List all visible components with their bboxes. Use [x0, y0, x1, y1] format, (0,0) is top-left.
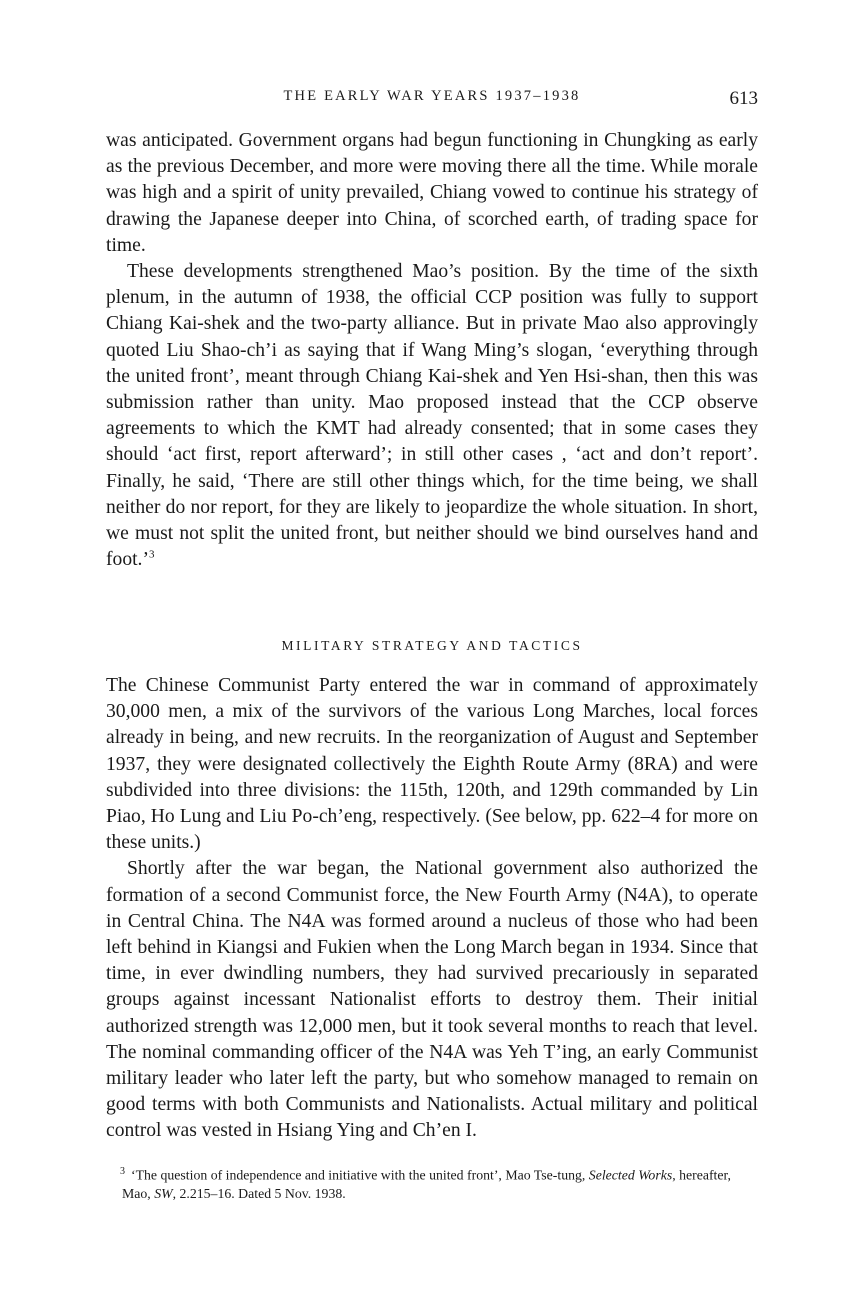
footnote-title: Selected Works — [588, 1167, 673, 1183]
paragraph-2 — [106, 259, 758, 573]
footnote-text-a: ‘The question of independence and initiative with the united front’, Mao Tse-tung, — [131, 1167, 586, 1183]
footnote-line — [106, 1163, 758, 1204]
footnote-text-c: , 2.215–16. Dated 5 Nov. 1938. — [172, 1186, 346, 1202]
footnote-reference: 3 — [149, 548, 155, 561]
running-head — [106, 88, 758, 116]
footnote — [106, 1163, 758, 1204]
running-title: THE EARLY WAR YEARS 1937–1938 — [283, 88, 581, 104]
footnote-text-b: , hereafter, Mao, — [122, 1167, 732, 1202]
paragraph-4: Shortly after the war began, the National government also authorized the formation of a second Communist force, the New Fourth Army (N4A), to operate in Central China. The N4A was formed around a nucleus of those who had been left behind in Kiangsi and Fukien when the Long March began in 1934. Since that time, in ever dwindling numbers, they had survived precariously in separated groups against incessant Nationalist efforts to destroy them. Their initial authorized strength was 12,000 men, but it took several months to reach that level. The nominal commanding officer of the N4A was Yeh T’ing, an early Communist military leader who later left the party, but who somehow managed to remain on good terms with both Communists and Nationalists. Actual military and political control was vested in Hsiang Ying and Ch’en I. — [106, 858, 758, 1142]
text-block-1 — [106, 128, 758, 573]
paragraph-1: was anticipated. Government organs had begun functioning in Chungking as early as the previous December, and more were moving there all the time. While morale was high and a spirit of unity prevailed, Chiang vowed to continue his strategy of drawing the Japanese deeper into China, of scorched earth, of trading space for time. — [106, 130, 758, 256]
text-block-2 — [106, 673, 758, 1145]
footnote-mark: 3 — [120, 1166, 125, 1177]
footnote-abbrev: SW — [154, 1186, 173, 1202]
section-heading: MILITARY STRATEGY AND TACTICS — [281, 638, 583, 653]
paragraph-2-text: These developments strengthened Mao’s position. By the time of the sixth plenum, in the autumn of 1938, the official CCP position was fully to support Chiang Kai-shek and the two-party alliance. But in private Mao also approvingly quoted Liu Shao-ch’i as saying that if Wang Ming’s slogan, ‘everything through the united front’, meant through Chiang Kai-shek and Yen Hsi-shan, then this was submission rather than unity. Mao proposed instead that the CCP observe agreements to which the KMT had already consented; that in some cases they should ‘act first, report afterward’; in still other cases , ‘act and don’t report’. Finally, he said, ‘There are still other things which, for the time being, we shall neither do nor report, for they are likely to jeopardize the whole situation. In short, we must not split the united front, but neither should we bind ourselves hand and foot.’ — [106, 261, 758, 571]
page-number: 613 — [729, 88, 758, 109]
paragraph-3: The Chinese Communist Party entered the war in command of approximately 30,000 men, a mix of the survivors of the various Long Marches, local forces already in being, and new recruits. In the reorganization of August and September 1937, they were designated collectively the Eighth Route Army (8RA) and were subdivided into three divisions: the 115th, 120th, and 129th commanded by Lin Piao, Ho Lung and Liu Po-ch’eng, respectively. (See below, pp. 622–4 for more on these units.) — [106, 675, 758, 854]
